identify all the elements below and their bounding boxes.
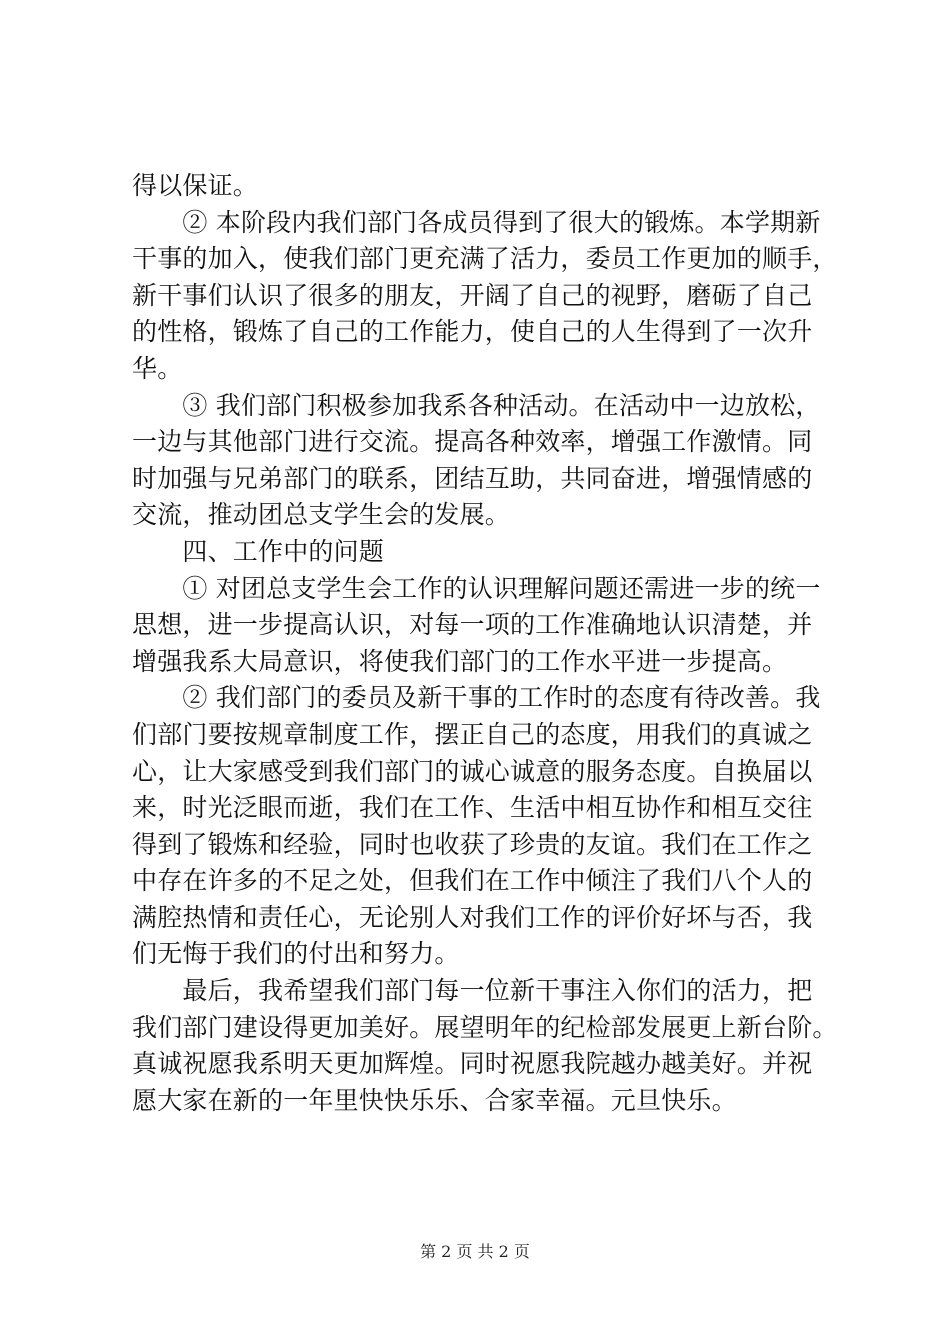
text-line: 交流，推动团总支学生会的发展。 [132,500,511,530]
text-line: 时加强与兄弟部门的联系，团结互助，共同奋进，增强情感的 [132,463,813,493]
text-line: 真诚祝愿我系明天更加辉煌。同时祝愿我院越办越美好。并祝 [132,1049,813,1079]
text-line: 来，时光泛眼而逝，我们在工作、生活中相互协作和相互交往 [132,793,813,823]
text-line: 干事的加入，使我们部门更充满了活力，委员工作更加的顺手， [132,244,838,274]
text-line: ③ 我们部门积极参加我系各种活动。在活动中一边放松， [132,390,821,420]
text-line: 得到了锻炼和经验，同时也收获了珍贵的友谊。我们在工作之 [132,829,813,859]
text-line: 的性格，锻炼了自己的工作能力，使自己的人生得到了一次升 [132,317,813,347]
text-line: 思想，进一步提高认识，对每一项的工作准确地认识清楚，并 [132,610,813,640]
text-line: 们无悔于我们的付出和努力。 [132,939,460,969]
text-line: 满腔热情和责任心，无论别人对我们工作的评价好坏与否，我 [132,902,813,932]
text-line: 新干事们认识了很多的朋友，开阔了自己的视野，磨砺了自己 [132,280,813,310]
text-line: 得以保证。 [132,171,259,200]
text-line: 增强我系大局意识，将使我们部门的工作水平进一步提高。 [132,646,788,676]
text-line: 我们部门建设得更加美好。展望明年的纪检部发展更上新台阶。 [132,1012,838,1042]
document-body [132,168,838,1119]
text-line: 愿大家在新的一年里快快乐乐、合家幸福。元旦快乐。 [132,1085,737,1115]
text-line: 最后，我希望我们部门每一位新干事注入你们的活力，把 [132,976,813,1006]
text-line: ① 对团总支学生会工作的认识理解问题还需进一步的统一 [132,573,821,603]
page-footer: 第 2 页 共 2 页 [420,1242,530,1261]
text-line: ② 本阶段内我们部门各成员得到了很大的锻炼。本学期新 [132,207,821,237]
text-line: 四、工作中的问题 [132,536,385,566]
text-line: 一边与其他部门进行交流。提高各种效率，增强工作激情。同 [132,427,813,457]
text-line: ② 我们部门的委员及新干事的工作时的态度有待改善。我 [132,683,821,713]
text-line: 心，让大家感受到我们部门的诚心诚意的服务态度。自换届以 [132,756,813,786]
text-line: 们部门要按规章制度工作，摆正自己的态度，用我们的真诚之 [132,719,813,749]
text-line: 中存在许多的不足之处，但我们在工作中倾注了我们八个人的 [132,866,813,896]
text-line: 华。 [132,353,183,383]
